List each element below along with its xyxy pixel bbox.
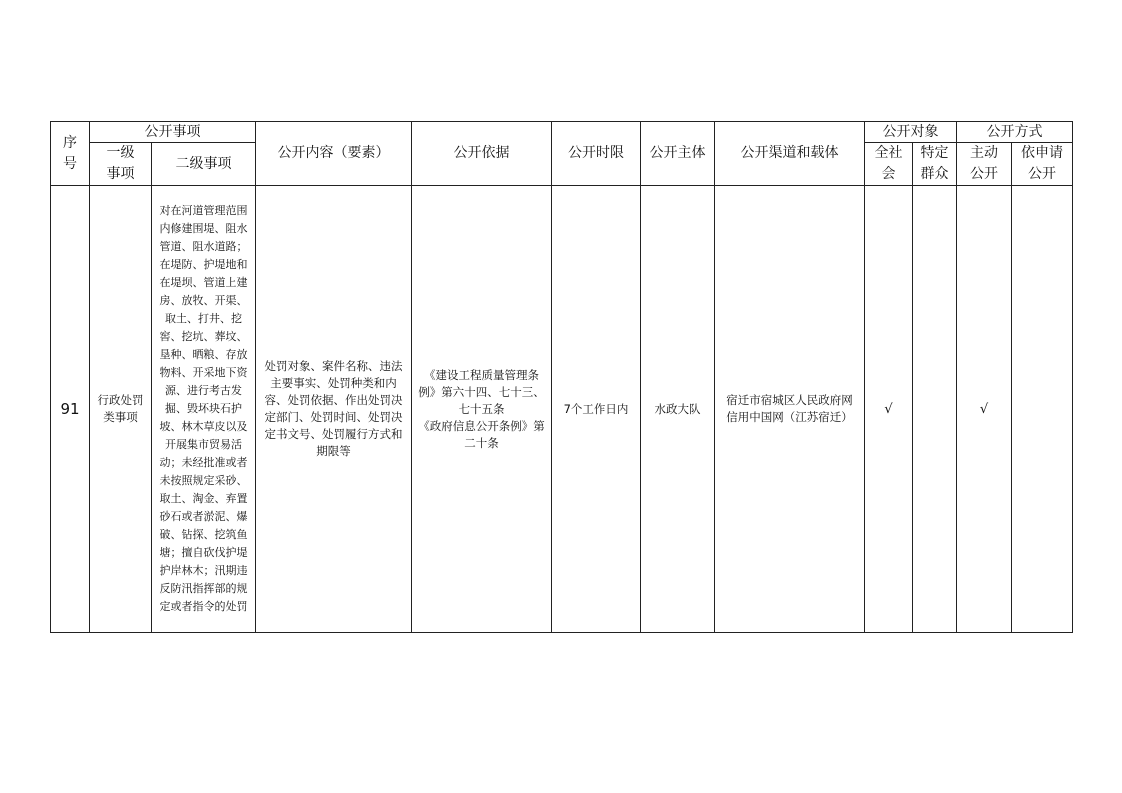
row-channel: 宿迁市宿城区人民政府网信用中国网（江苏宿迁） <box>715 186 865 633</box>
row-on-request-check <box>1012 186 1073 633</box>
row-basis-1: 《建设工程质量管理条例》第六十四、七十三、七十五条 <box>418 367 545 416</box>
header-active: 主动公开 <box>957 143 1012 186</box>
row-subject: 水政大队 <box>641 186 715 633</box>
row-seq: 91 <box>51 186 90 633</box>
disclosure-table <box>50 121 1073 633</box>
header-level2: 二级事项 <box>152 143 256 186</box>
header-basis: 公开依据 <box>412 122 552 186</box>
row-content: 处罚对象、案件名称、违法主要事实、处罚种类和内容、处罚依据、作出处罚决定部门、处罚时间、处罚决定书文号、处罚履行方式和期限等 <box>256 186 412 633</box>
header-specific-group: 特定群众 <box>913 143 957 186</box>
row-basis-2: 《政府信息公开条例》第二十条 <box>418 418 545 450</box>
header-subject: 公开主体 <box>641 122 715 186</box>
row-basis <box>412 186 552 633</box>
header-level1: 一级事项 <box>90 143 152 186</box>
header-seq: 序号 <box>51 122 90 186</box>
header-items: 公开事项 <box>90 122 256 143</box>
row-time-limit: 7个工作日内 <box>552 186 641 633</box>
header-row-1 <box>51 122 1073 143</box>
header-whole-society: 全社会 <box>865 143 913 186</box>
row-specific-group-check <box>913 186 957 633</box>
row-active-check: √ <box>957 186 1012 633</box>
header-method: 公开方式 <box>957 122 1073 143</box>
header-content: 公开内容（要素） <box>256 122 412 186</box>
table-row <box>51 186 1073 633</box>
header-channel: 公开渠道和载体 <box>715 122 865 186</box>
row-whole-society-check: √ <box>865 186 913 633</box>
header-time-limit: 公开时限 <box>552 122 641 186</box>
row-level2: 对在河道管理范围内修建围堤、阻水管道、阻水道路；在堤防、护堤地和在堤坝、管道上建房、放牧、开渠、取土、打井、挖窖、挖坑、葬坟、垦种、晒粮、存放物料、开采地下资源、进行考古发掘、毁坏块石护坡、林木草皮以及开展集市贸易活动；未经批准或者未按照规定采砂、取土、淘金、弃置砂石或者淤泥、爆破、钻探、挖筑鱼塘；擅自砍伐护堤护岸林木；汛期违反防汛指挥部的规定或者指令的处罚 <box>152 186 256 633</box>
header-on-request: 依申请公开 <box>1012 143 1073 186</box>
row-level1: 行政处罚类事项 <box>90 186 152 633</box>
header-target: 公开对象 <box>865 122 957 143</box>
